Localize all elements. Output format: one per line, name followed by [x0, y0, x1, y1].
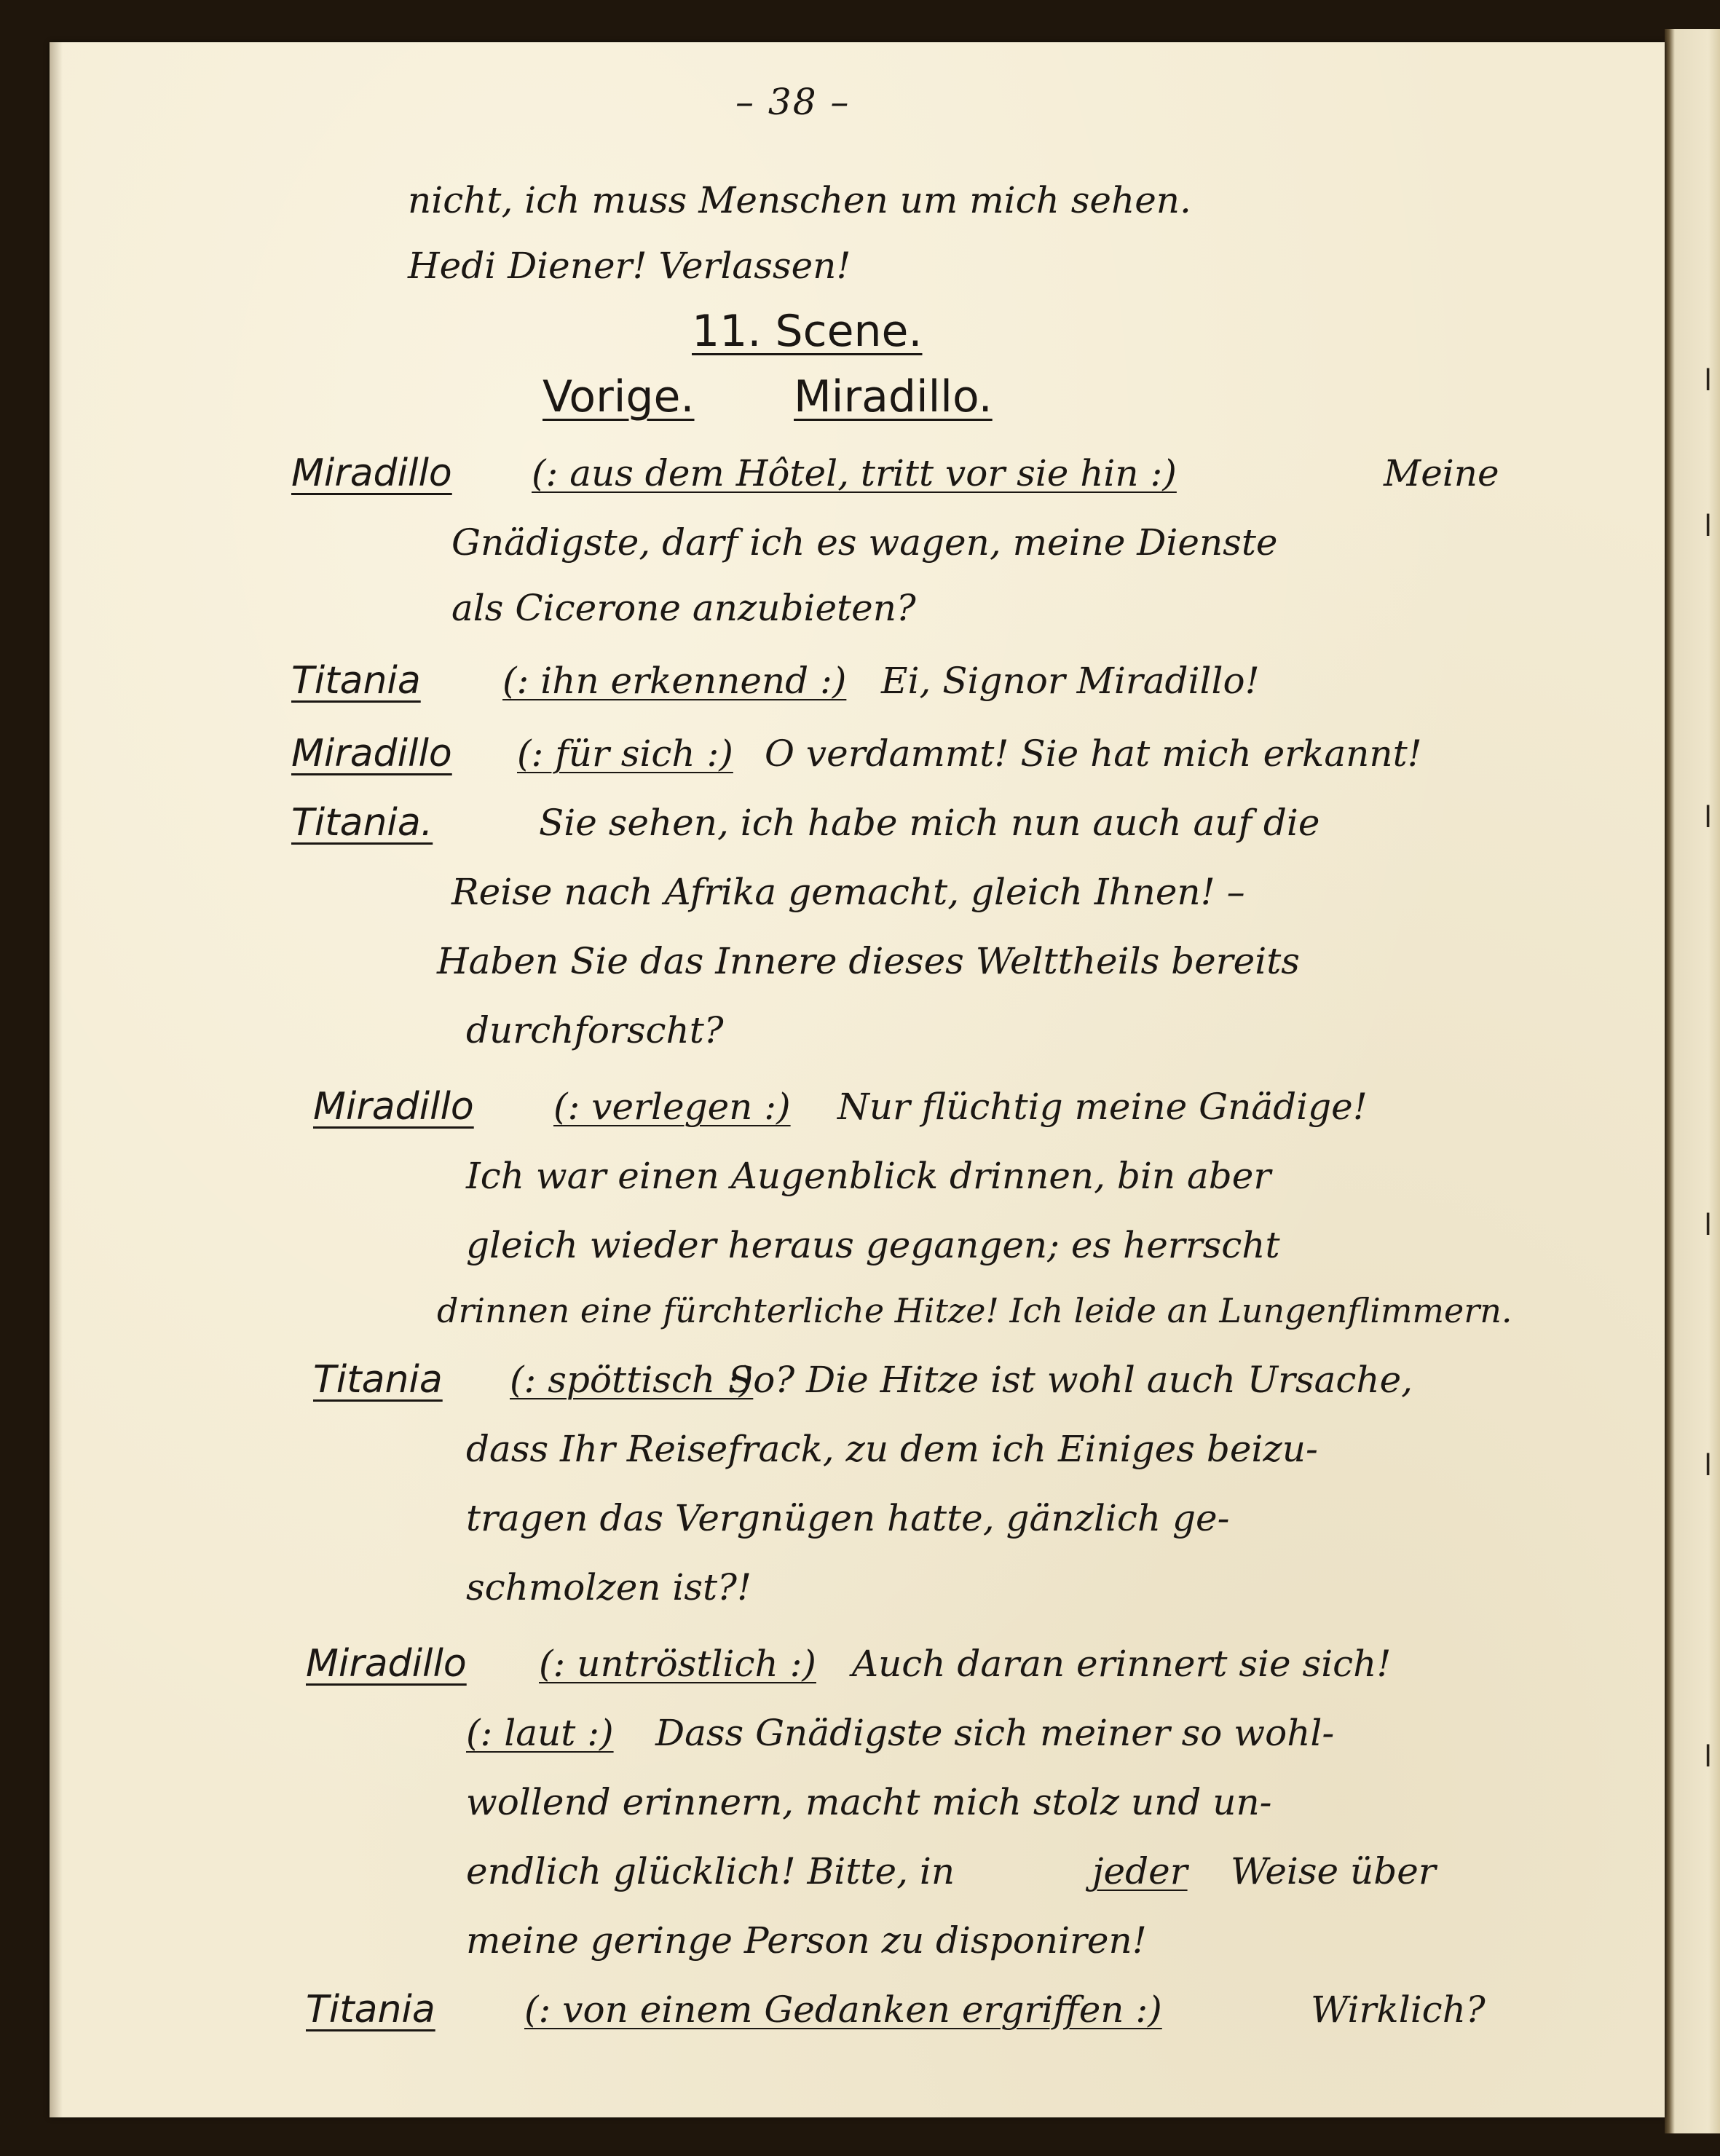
cast-heading-vorige: Vorige. [543, 371, 695, 422]
speaker-name: Titania [313, 1358, 443, 1402]
text-line: Dass Gnädigste sich meiner so wohl- [655, 1712, 1335, 1754]
next-page-edge [1665, 29, 1720, 2133]
text-line: gleich wieder heraus gegangen; es herrscht [466, 1224, 1280, 1266]
stage-direction: (: spöttisch :) [510, 1359, 754, 1401]
stage-direction: (: von einem Gedanken ergriffen :) [524, 1989, 1162, 2031]
speaker-name: Miradillo [306, 1642, 467, 1686]
stage-direction: (: verlegen :) [553, 1086, 791, 1128]
text-line: Ich war einen Augenblick drinnen, bin aber [466, 1155, 1271, 1197]
text-line: dass Ihr Reisefrack, zu dem ich Einiges beizu- [466, 1428, 1318, 1470]
text-line: wollend erinnern, macht mich stolz und un- [466, 1781, 1272, 1823]
text-line: Ei, Signor Miradillo! [881, 660, 1260, 702]
text-line: tragen das Vergnügen hatte, gänzlich ge- [466, 1497, 1230, 1539]
speaker-name: Titania [291, 659, 421, 703]
text-line: Nur flüchtig meine Gnädige! [837, 1086, 1368, 1128]
text-line: schmolzen ist?! [466, 1566, 752, 1608]
cast-heading-miradillo: Miradillo. [794, 371, 993, 422]
text-line: Auch daran erinnert sie sich! [852, 1643, 1392, 1685]
edge-mark: l [1704, 1740, 1713, 1774]
text-line: So? Die Hitze ist wohl auch Ursache, [728, 1359, 1413, 1401]
text-line: drinnen eine fürchterliche Hitze! Ich leide an Lungenflimmern. [437, 1291, 1512, 1330]
text-line: Hedi Diener! Verlassen! [408, 245, 851, 287]
speaker-name: Titania. [291, 801, 433, 845]
text-line: O verdammt! Sie hat mich erkannt! [765, 733, 1422, 775]
text-line: Wirklich? [1311, 1989, 1486, 2031]
speaker-name: Miradillo [313, 1085, 474, 1129]
text-line: Reise nach Afrika gemacht, gleich Ihnen! – [451, 871, 1245, 913]
scene-heading: 11. Scene. [692, 306, 923, 357]
stage-direction: (: laut :) [466, 1712, 614, 1754]
stage-direction: (: ihn erkennend :) [502, 660, 847, 702]
text-line: durchforscht? [466, 1009, 724, 1051]
stage-direction: (: aus dem Hôtel, tritt vor sie hin :) [532, 452, 1177, 494]
edge-mark: l [1704, 1449, 1713, 1482]
edge-mark: l [1704, 1209, 1713, 1242]
emphasized-word: jeder [1092, 1850, 1188, 1892]
text-line: nicht, ich muss Menschen um mich sehen. [408, 179, 1191, 221]
text-line: Haben Sie das Innere dieses Welttheils bereits [437, 940, 1300, 982]
stage-direction: (: für sich :) [517, 733, 733, 775]
edge-mark: l [1704, 801, 1713, 834]
stage-direction: (: untröstlich :) [539, 1643, 816, 1685]
text-line: als Cicerone anzubieten? [451, 587, 916, 629]
edge-mark: l [1704, 364, 1713, 398]
speaker-name: Miradillo [291, 732, 452, 775]
page-number: – 38 – [735, 81, 851, 123]
text-line: Gnädigste, darf ich es wagen, meine Dienste [451, 521, 1278, 564]
text-line: Sie sehen, ich habe mich nun auch auf die [539, 802, 1320, 844]
text-line: Weise über [1231, 1850, 1436, 1892]
text-line: endlich glücklich! Bitte, in [466, 1850, 955, 1892]
speaker-name: Titania [306, 1988, 435, 2031]
text-line: Meine [1384, 452, 1499, 494]
page-gutter-shadow [50, 42, 63, 2117]
speaker-name: Miradillo [291, 451, 452, 495]
text-line: meine geringe Person zu disponiren! [466, 1919, 1147, 1962]
edge-mark: l [1704, 510, 1713, 543]
